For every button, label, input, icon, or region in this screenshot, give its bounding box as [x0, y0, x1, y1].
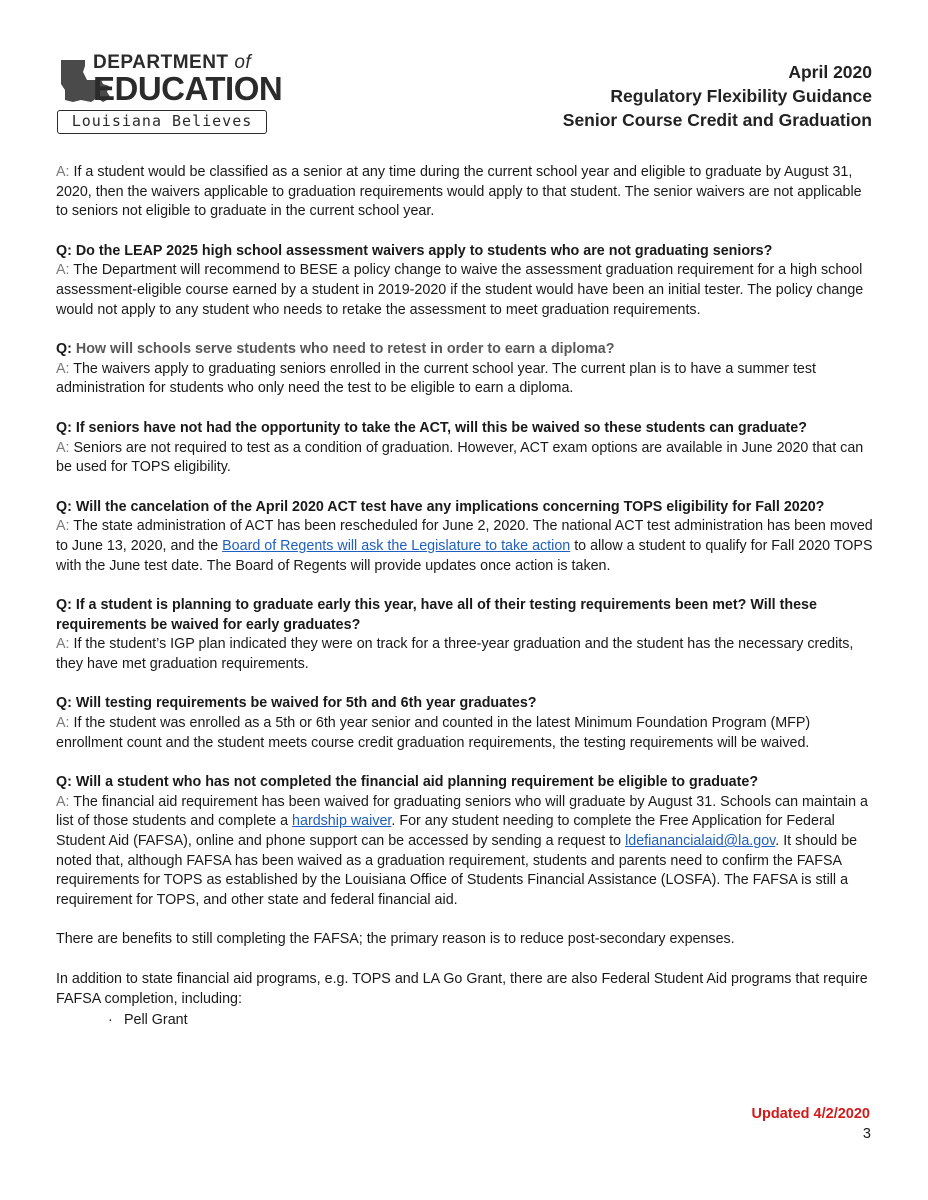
question-text: Q: Do the LEAP 2025 high school assessment waivers apply to students who are not graduating seniors? [56, 242, 773, 259]
answer-text: The waivers apply to graduating seniors enrolled in the current school year. The current plan is to have a summer test administration for students who only need the test to be eligible to earn a diploma. [56, 360, 816, 397]
question-text: Q: If a student is planning to graduate early this year, have all of their testing requirements been met? Will these requirements be waived for early graduates? [56, 597, 817, 633]
logo-department-text: DEPARTMENT of [93, 52, 252, 73]
answer-text: to allow a student to qualify for Fall 2020 TOPS with the June test date. The Board of Regents will provide updates once action is taken. [56, 537, 873, 574]
header-subtitle: Senior Course Credit and Graduation [562, 110, 872, 130]
answer-label: A: [56, 262, 70, 279]
question-text: Q: Will testing requirements be waived for 5th and 6th year graduates? [56, 695, 537, 712]
question-text: Q: How will schools serve students who need to retest in order to earn a diploma? [56, 341, 615, 358]
qa-intro-answer [56, 163, 876, 222]
qa-item [56, 694, 876, 753]
qa-item [56, 419, 876, 478]
qa-item [56, 340, 876, 399]
answer-text: The financial aid requirement has been waived for graduating seniors who will graduate by August 31. Schools can maintain a list of those students and complete a [56, 793, 868, 830]
answer-label: A: [56, 518, 70, 535]
qa-item [56, 242, 876, 320]
answer-text: If the student’s IGP plan indicated they were on track for a three-year graduation and the student has the necessary credits, they have met graduation requirements. [56, 636, 854, 672]
question-text: Q: Will a student who has not completed the financial aid planning requirement be eligible to graduate? [56, 774, 759, 791]
answer-text: . For any student needing to complete the Free Application for Federal Student Aid (FAFSA), online and phone support can be accessed by sending a request to [56, 813, 835, 850]
logo-education-text: EDUCATION [93, 70, 283, 107]
page-number: 3 [862, 1126, 871, 1142]
question-text: Q: If seniors have not had the opportunity to take the ACT, will this be waived so these students can graduate? [56, 419, 807, 436]
qa-item [56, 498, 876, 576]
federal-aid-paragraph: In addition to state financial aid programs, e.g. TOPS and LA Go Grant, there are also Federal Student Aid programs that require FAFSA completion, including: [56, 971, 868, 1007]
answer-text: If the student was enrolled as a 5th or 6th year senior and counted in the latest Minimum Foundation Program (MFP) enrollment count and the student meets course credit graduation requirements, the testing requirements will be waived. [56, 715, 811, 751]
answer-label: A: [56, 636, 70, 653]
header-title: Regulatory Flexibility Guidance [610, 86, 872, 106]
department-logo [57, 52, 283, 136]
bullet-text: Pell Grant [124, 1012, 188, 1029]
answer-text: Seniors are not required to test as a condition of graduation. However, ACT exam options are available in June 2020 that can be used for TOPS eligibility. [56, 439, 864, 476]
board-of-regents-link[interactable]: Board of Regents will ask the Legislature to take action [222, 537, 571, 554]
logo-tagline: Louisiana Believes [57, 110, 267, 134]
answer-text: The Department will recommend to BESE a policy change to waive the assessment graduation requirement for a high school assessment-eligible course earned by a student in 2019-2020 if the student would have been an initial tester. The policy change would not apply to any student who needs to retake the assessment to meet graduation requirements. [56, 262, 864, 318]
document-header [563, 60, 872, 132]
answer-label: A: [56, 360, 70, 377]
bullet-glyph: · [108, 1012, 113, 1029]
header-date: April 2020 [788, 62, 872, 82]
document-body [56, 163, 876, 1031]
answer-label: A: [56, 439, 70, 456]
answer-label: A: [56, 793, 70, 810]
answer-text: The state administration of ACT has been rescheduled for June 2, 2020. The national ACT test administration has been moved to June 13, 2020, and the [56, 518, 873, 554]
answer-label: A: [56, 715, 70, 732]
question-text: Q: Will the cancelation of the April 2020 ACT test have any implications concerning TOPS eligibility for Fall 2020? [56, 498, 825, 515]
financial-aid-email-link[interactable]: ldefianancialaid@la.gov [625, 833, 776, 850]
updated-date: Updated 4/2/2020 [751, 1106, 870, 1122]
bullet-item [56, 1011, 876, 1031]
answer-text: If a student would be classified as a senior at any time during the current school year and eligible to graduate by August 31, 2020, then the waivers applicable to graduation requirements would apply to that student. The senior waivers are not applicable to seniors not eligible to graduate in the current school year. [56, 164, 862, 220]
qa-item [56, 773, 876, 910]
answer-label: A: [56, 164, 70, 180]
fafsa-benefits-paragraph: There are benefits to still completing the FAFSA; the primary reason is to reduce post-secondary expenses. [56, 931, 735, 948]
answer-text: . It should be noted that, although FAFSA has been waived as a graduation requirement, students and parents need to confirm the FAFSA requirements for TOPS as established by the Louisiana Office of Students Financial Assistance (LOSFA). The FAFSA is still a requirement for TOPS, and other state and federal financial aid. [56, 833, 858, 908]
hardship-waiver-link[interactable]: hardship waiver [292, 813, 392, 830]
qa-item [56, 596, 876, 674]
